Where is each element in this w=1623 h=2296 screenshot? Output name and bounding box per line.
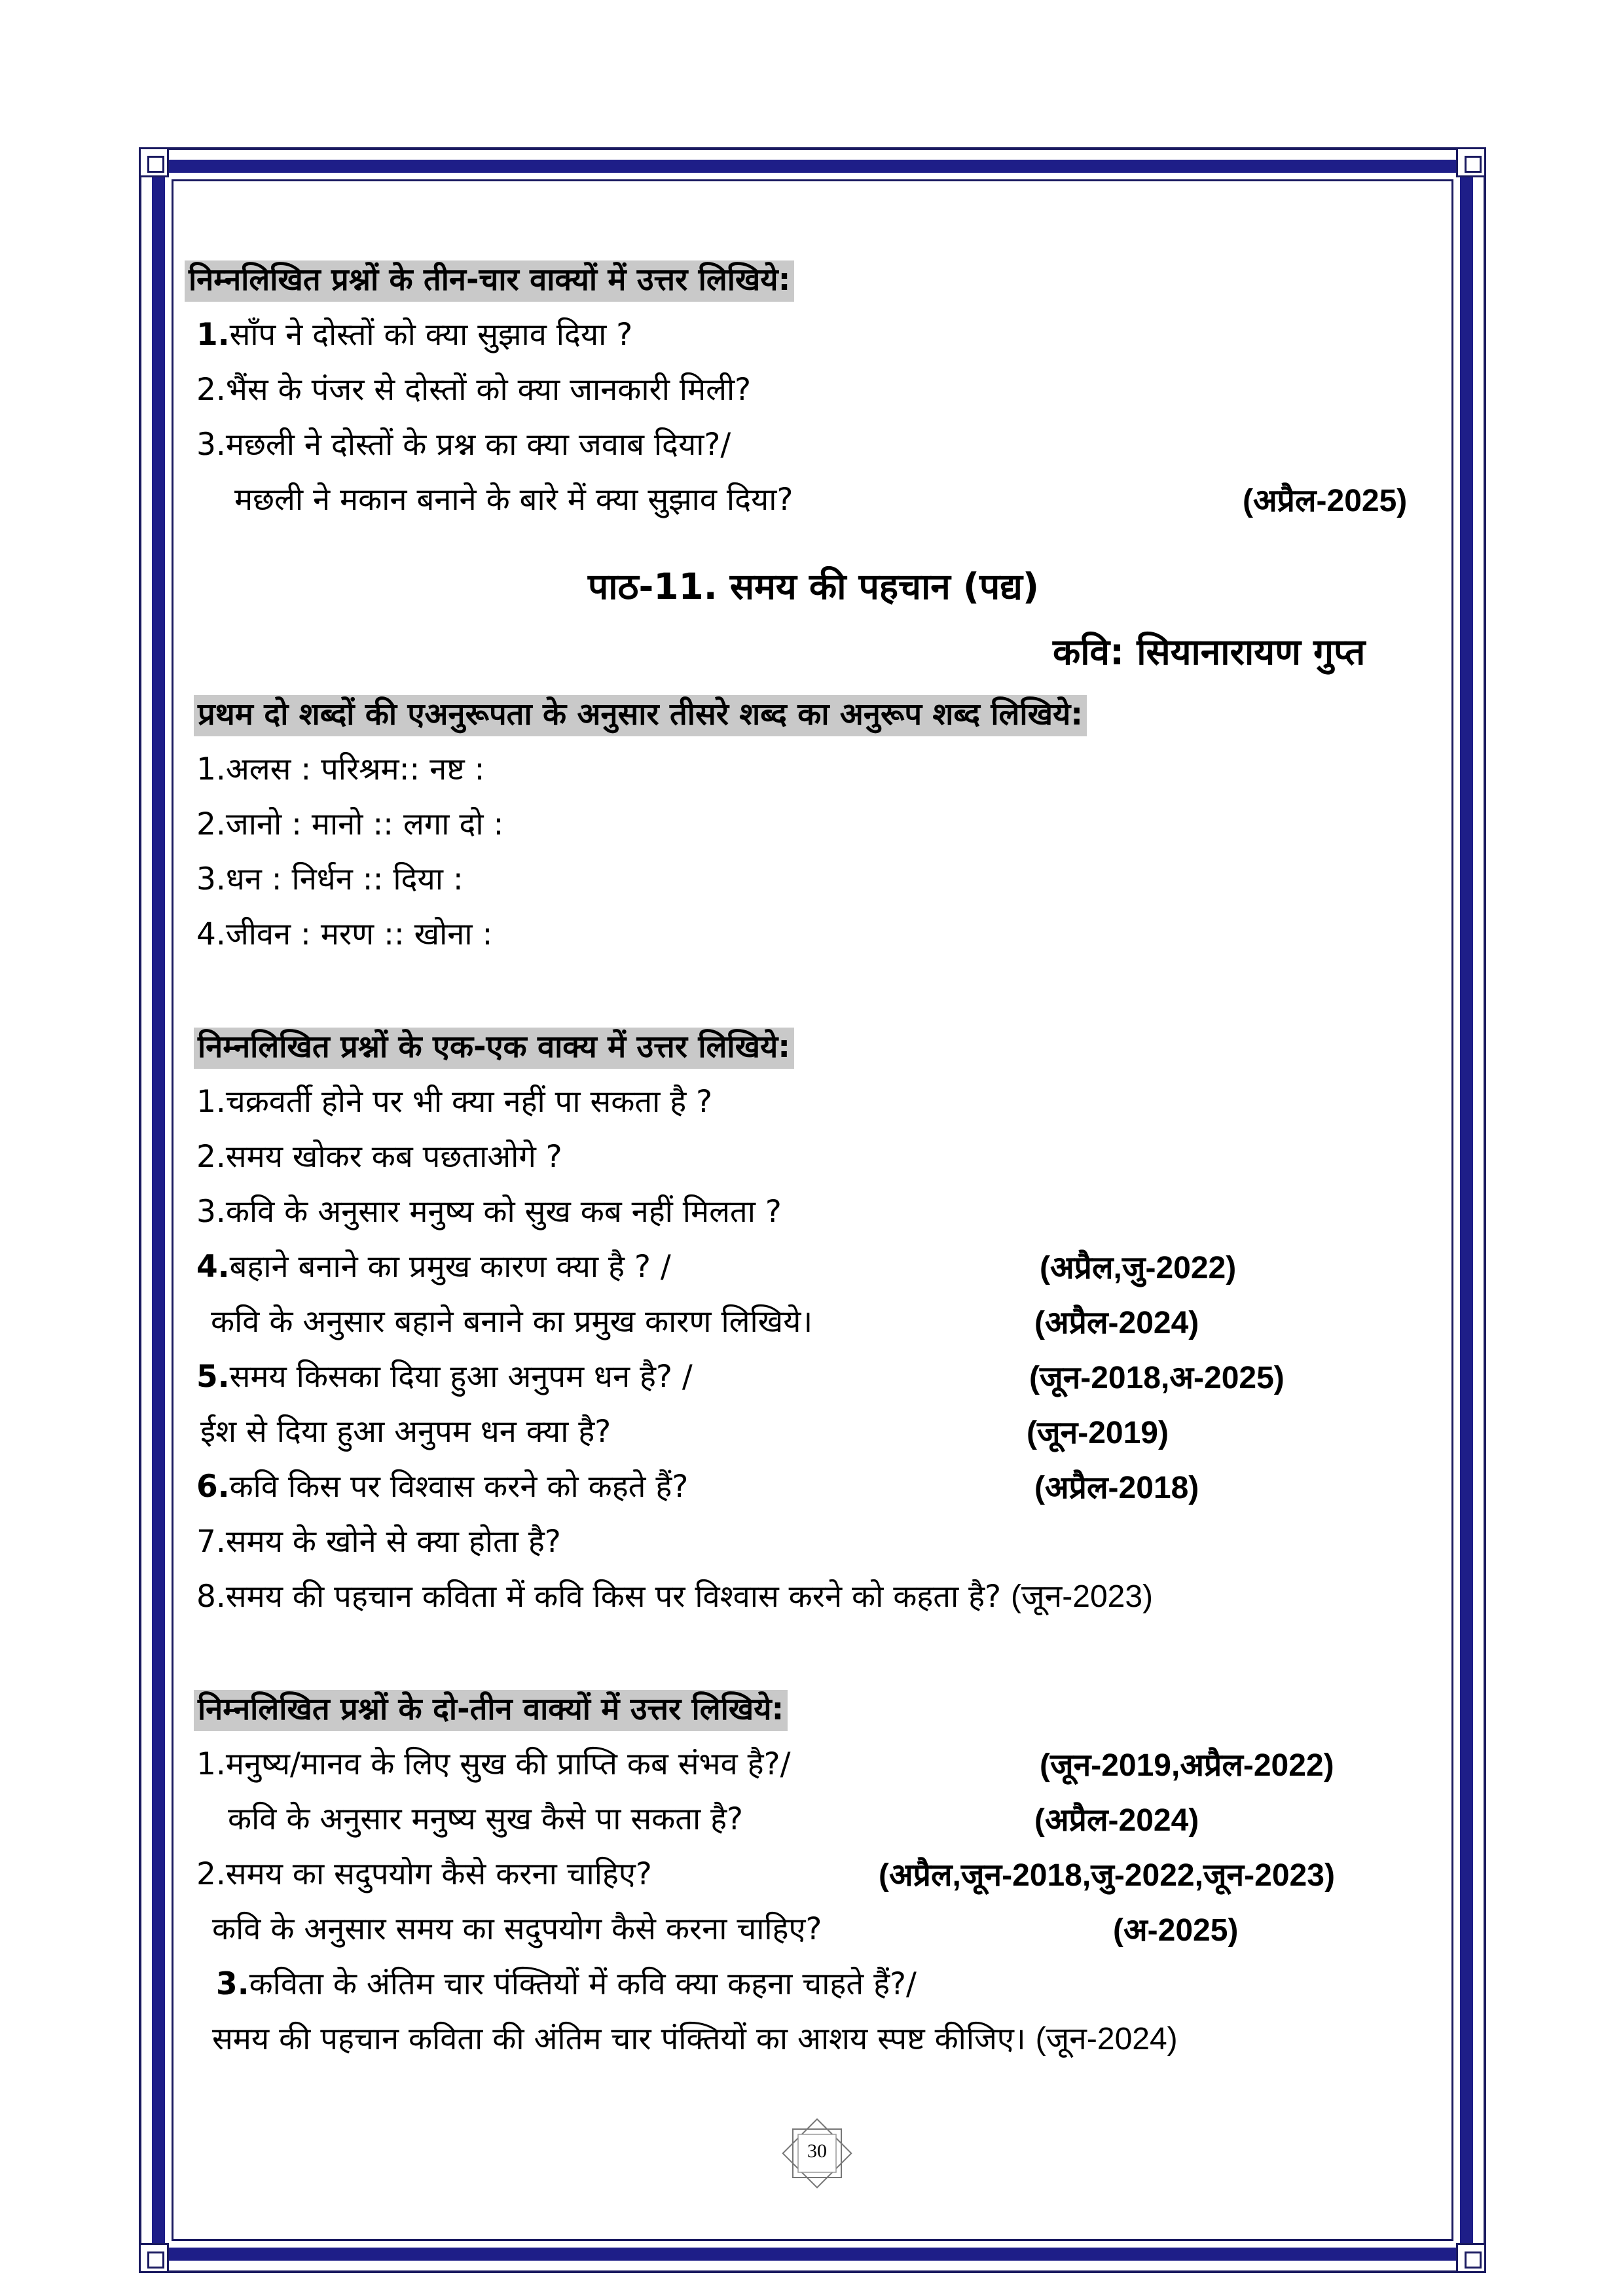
question-4-alt: कवि के अनुसार बहाने बनाने का प्रमुख कारण लिखिये।	[211, 1304, 813, 1340]
section-heading-analogy: प्रथम दो शब्दों की एअनुरूपता के अनुसार तीसरे शब्द का अनुरूप शब्द लिखिये:	[194, 695, 1087, 734]
exam-tag: (अप्रैल-2018)	[1034, 1471, 1199, 1505]
question-2-alt: कवि के अनुसार समय का सदुपयोग कैसे करना चाहिए?	[212, 1911, 822, 1947]
corner-ornament-tl	[139, 147, 169, 177]
section-heading-one-sentence: निम्नलिखित प्रश्नों के एक-एक वाक्य में उत्तर लिखिये:	[194, 1028, 794, 1067]
exam-tag: (जून-2019)	[1027, 1416, 1169, 1450]
section-heading-two-three-sentences: निम्नलिखित प्रश्नों के दो-तीन वाक्यों में उत्तर लिखिये:	[194, 1690, 788, 1729]
corner-ornament-bl	[139, 2243, 169, 2273]
question-6: 6.कवि किस पर विश्वास करने को कहते हैं?	[196, 1469, 689, 1505]
exam-tag: (जून-2019,अप्रैल-2022)	[1040, 1748, 1334, 1783]
exam-tag: (अप्रैल-2025)	[1243, 484, 1408, 518]
exam-tag: (अप्रैल,जून-2018,जु-2022,जून-2023)	[879, 1858, 1335, 1893]
question-2: 2.भैंस के पंजर से दोस्तों को क्या जानकारी मिली?	[196, 372, 752, 408]
corner-ornament-tr	[1456, 147, 1486, 177]
section-heading-three-four-sentences: निम्नलिखित प्रश्नों के तीन-चार वाक्यों में उत्तर लिखिये:	[185, 260, 794, 300]
exam-tag: (जून-2018,अ-2025)	[1029, 1361, 1285, 1395]
corner-ornament-br	[1456, 2243, 1486, 2273]
question-3: 3.मछली ने दोस्तों के प्रश्न का क्या जवाब दिया?/	[196, 427, 731, 463]
question-5-alt: ईश से दिया हुआ अनुपम धन क्या है?	[200, 1414, 611, 1450]
question-7: 7.समय के खोने से क्या होता है?	[196, 1524, 561, 1560]
exam-tag: (अप्रैल-2024)	[1034, 1306, 1199, 1340]
question-2: 2.समय का सदुपयोग कैसे करना चाहिए?	[196, 1856, 652, 1892]
analogy-item: 2.जानो : मानो :: लगा दो :	[196, 806, 504, 842]
question-3-alt: समय की पहचान कविता की अंतिम चार पंक्तियों का आशय स्पष्ट कीजिए। (जून-2024)	[212, 2021, 1178, 2057]
exam-tag: (अ-2025)	[1113, 1913, 1239, 1948]
question-2: 2.समय खोकर कब पछताओगे ?	[196, 1139, 562, 1175]
exam-tag: (अप्रैल,जु-2022)	[1040, 1251, 1237, 1285]
question-3: 3.कवि के अनुसार मनुष्य को सुख कब नहीं मिलता ?	[196, 1194, 782, 1230]
exam-tag: (अप्रैल-2024)	[1034, 1803, 1199, 1838]
question-8: 8.समय की पहचान कविता में कवि किस पर विश्वास करने को कहता है? (जून-2023)	[196, 1579, 1154, 1615]
analogy-item: 1.अलस : परिश्रम:: नष्ट :	[196, 751, 485, 787]
poet-name: कवि: सियानारायण गुप्त	[1053, 631, 1366, 673]
question-3: 3.कविता के अंतिम चार पंक्तियों में कवि क्या कहना चाहते हैं?/	[216, 1966, 917, 2002]
question-1-alt: कवि के अनुसार मनुष्य सुख कैसे पा सकता है?	[228, 1801, 744, 1837]
page-number: 30	[807, 2140, 827, 2162]
question-1: 1.साँप ने दोस्तों को क्या सुझाव दिया ?	[196, 317, 633, 353]
lesson-title: पाठ-11. समय की पहचान (पद्य)	[588, 565, 1040, 607]
question-5: 5.समय किसका दिया हुआ अनुपम धन है? /	[196, 1359, 693, 1395]
analogy-item: 3.धन : निर्धन :: दिया :	[196, 861, 464, 897]
analogy-item: 4.जीवन : मरण :: खोना :	[196, 916, 493, 952]
question-3-alt: मछली ने मकान बनाने के बारे में क्या सुझाव दिया?	[234, 482, 793, 518]
question-1: 1.चक्रवर्ती होने पर भी क्या नहीं पा सकता है ?	[196, 1084, 713, 1120]
question-1: 1.मनुष्य/मानव के लिए सुख की प्राप्ति कब संभव है?/	[196, 1746, 791, 1782]
question-4: 4.बहाने बनाने का प्रमुख कारण क्या है ? /	[196, 1249, 671, 1285]
